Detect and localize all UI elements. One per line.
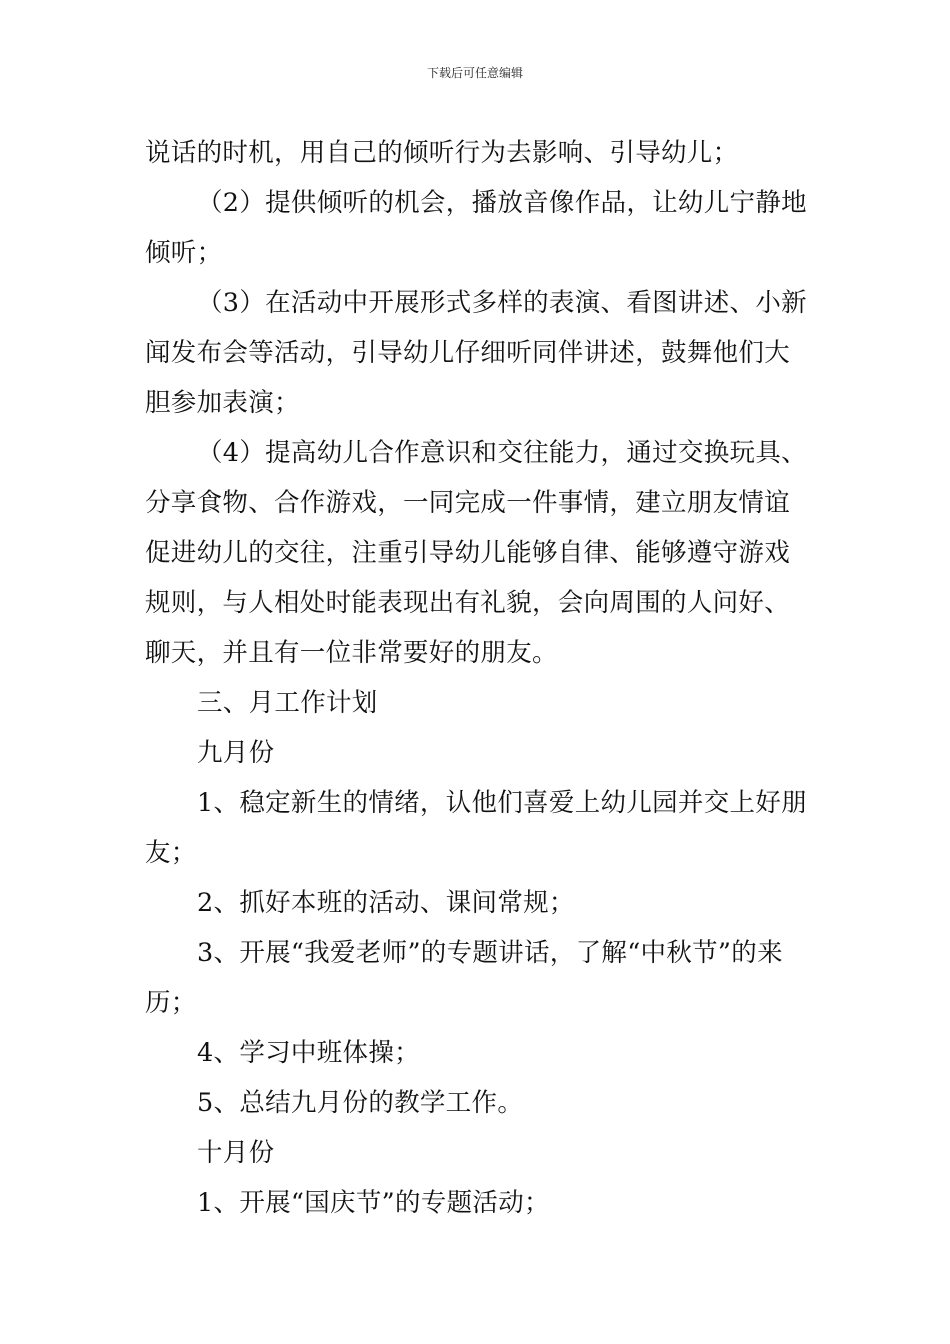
page-header: 下载后可任意编辑 — [426, 66, 523, 80]
section-heading-monthly-plan: 三、月工作计划 — [197, 688, 378, 718]
paragraph-item-3: （3）在活动中开展形式多样的表演、看图讲述、小新闻发布会等活动，引导幼儿仔细听同伴讲述，鼓舞他们大胆参加表演； — [145, 288, 807, 418]
paragraph-listening-timing: 说话的时机，用自己的倾听行为去影响、引导幼儿； — [145, 138, 739, 168]
september-item-2: 2、抓好本班的活动、课间常规； — [197, 888, 575, 918]
document-body — [145, 128, 810, 1228]
october-item-1: 1、开展“国庆节”的专题活动； — [197, 1188, 550, 1218]
september-item-1: 1、稳定新生的情绪，认他们喜爱上幼儿园并交上好朋友； — [145, 788, 807, 868]
september-item-4: 4、学习中班体操； — [197, 1038, 420, 1068]
paragraph-item-4: （4）提高幼儿合作意识和交往能力，通过交换玩具、分享食物、合作游戏，一同完成一件事情，建立朋友情谊促进幼儿的交往，注重引导幼儿能够自律、能够遵守游戏规则，与人相处时能表现出有礼貌，会向周围的人问好、聊天，并且有一位非常要好的朋友。 — [145, 438, 807, 668]
month-heading-september: 九月份 — [197, 738, 275, 768]
month-heading-october: 十月份 — [197, 1138, 275, 1168]
paragraph-item-2: （2）提供倾听的机会，播放音像作品，让幼儿宁静地倾听； — [145, 188, 807, 268]
september-item-5: 5、总结九月份的教学工作。 — [197, 1088, 524, 1118]
september-item-3: 3、开展“我爱老师”的专题讲话，了解“中秋节”的来历； — [145, 938, 783, 1018]
